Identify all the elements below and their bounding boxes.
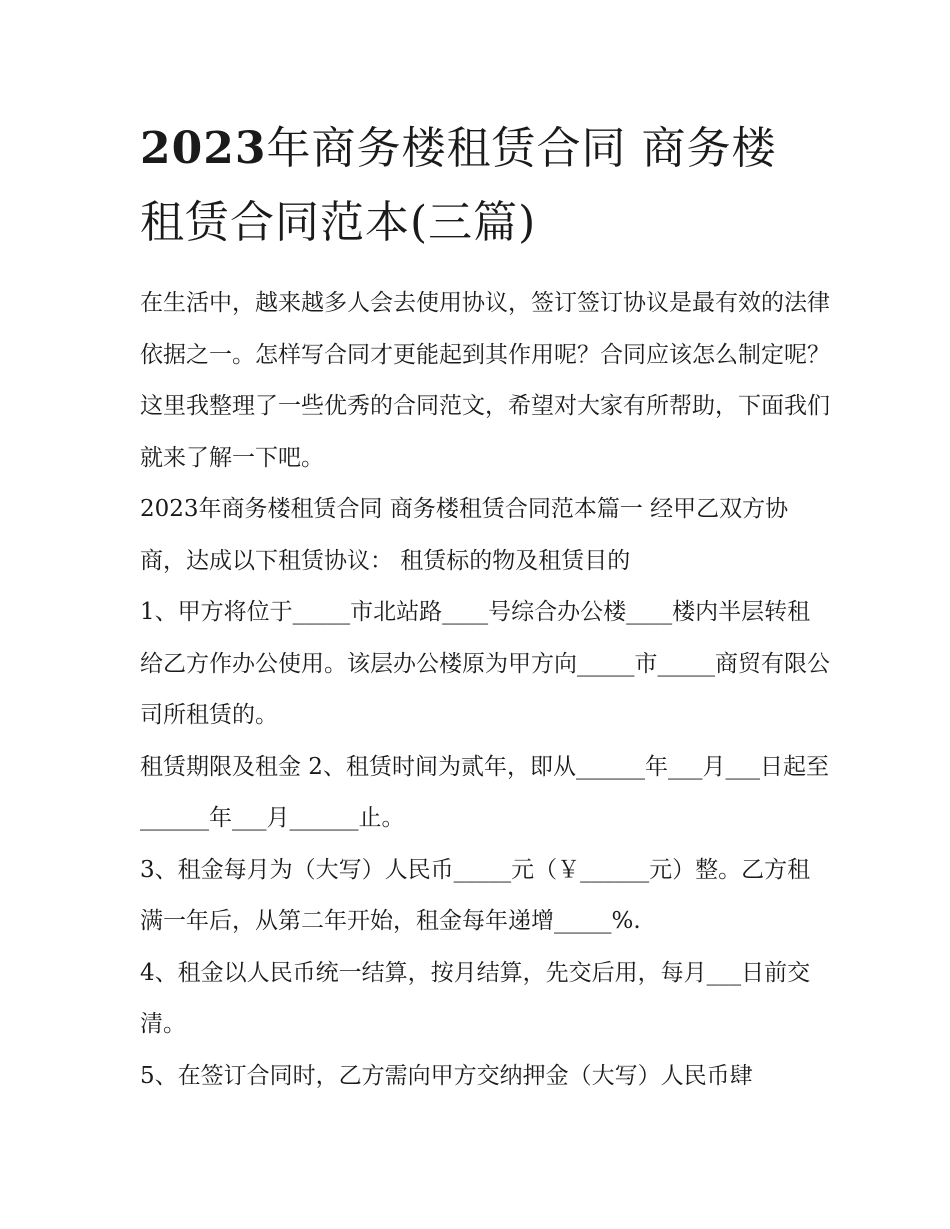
clause-3: 3、租金每月为（大写）人民币_____元（￥______元）整。乙方租满一年后，从第二年开始，租金每年递增_____%. xyxy=(140,856,811,934)
clause-1: 1、甲方将位于_____市北站路____号综合办公楼____楼内半层转租给乙方作办公使用。该层办公楼原为甲方向_____市_____商贸有限公司所租赁的。 xyxy=(140,599,830,728)
clause-4: 4、租金以人民币统一结算，按月结算，先交后用，每月___日前交清。 xyxy=(140,959,811,1037)
clause-2: 租赁期限及租金 2、租赁时间为贰年，即从______年___月___日起至______年___月______止。 xyxy=(140,753,829,831)
document-title xyxy=(140,112,820,260)
title-year: 2023 xyxy=(140,123,267,174)
intro-paragraph: 在生活中，越来越多人会去使用协议，签订签订协议是最有效的法律依据之一。怎样写合同才更能起到其作用呢？合同应该怎么制定呢？这里我整理了一些优秀的合同范文，希望对大家有所帮助，下面我们就来了解一下吧。 xyxy=(140,290,830,471)
clause-5: 5、在签订合同时，乙方需向甲方交纳押金（大写）人民币肆 xyxy=(140,1062,753,1089)
section-heading-paragraph: 2023年商务楼租赁合同 商务楼租赁合同范本篇一 经甲乙双方协商，达成以下租赁协议： 租赁标的物及租赁目的 xyxy=(140,496,789,574)
title-text: 年商务楼租赁合同 商务楼租赁合同范本(三篇) xyxy=(140,123,777,248)
document-body xyxy=(140,278,830,1102)
